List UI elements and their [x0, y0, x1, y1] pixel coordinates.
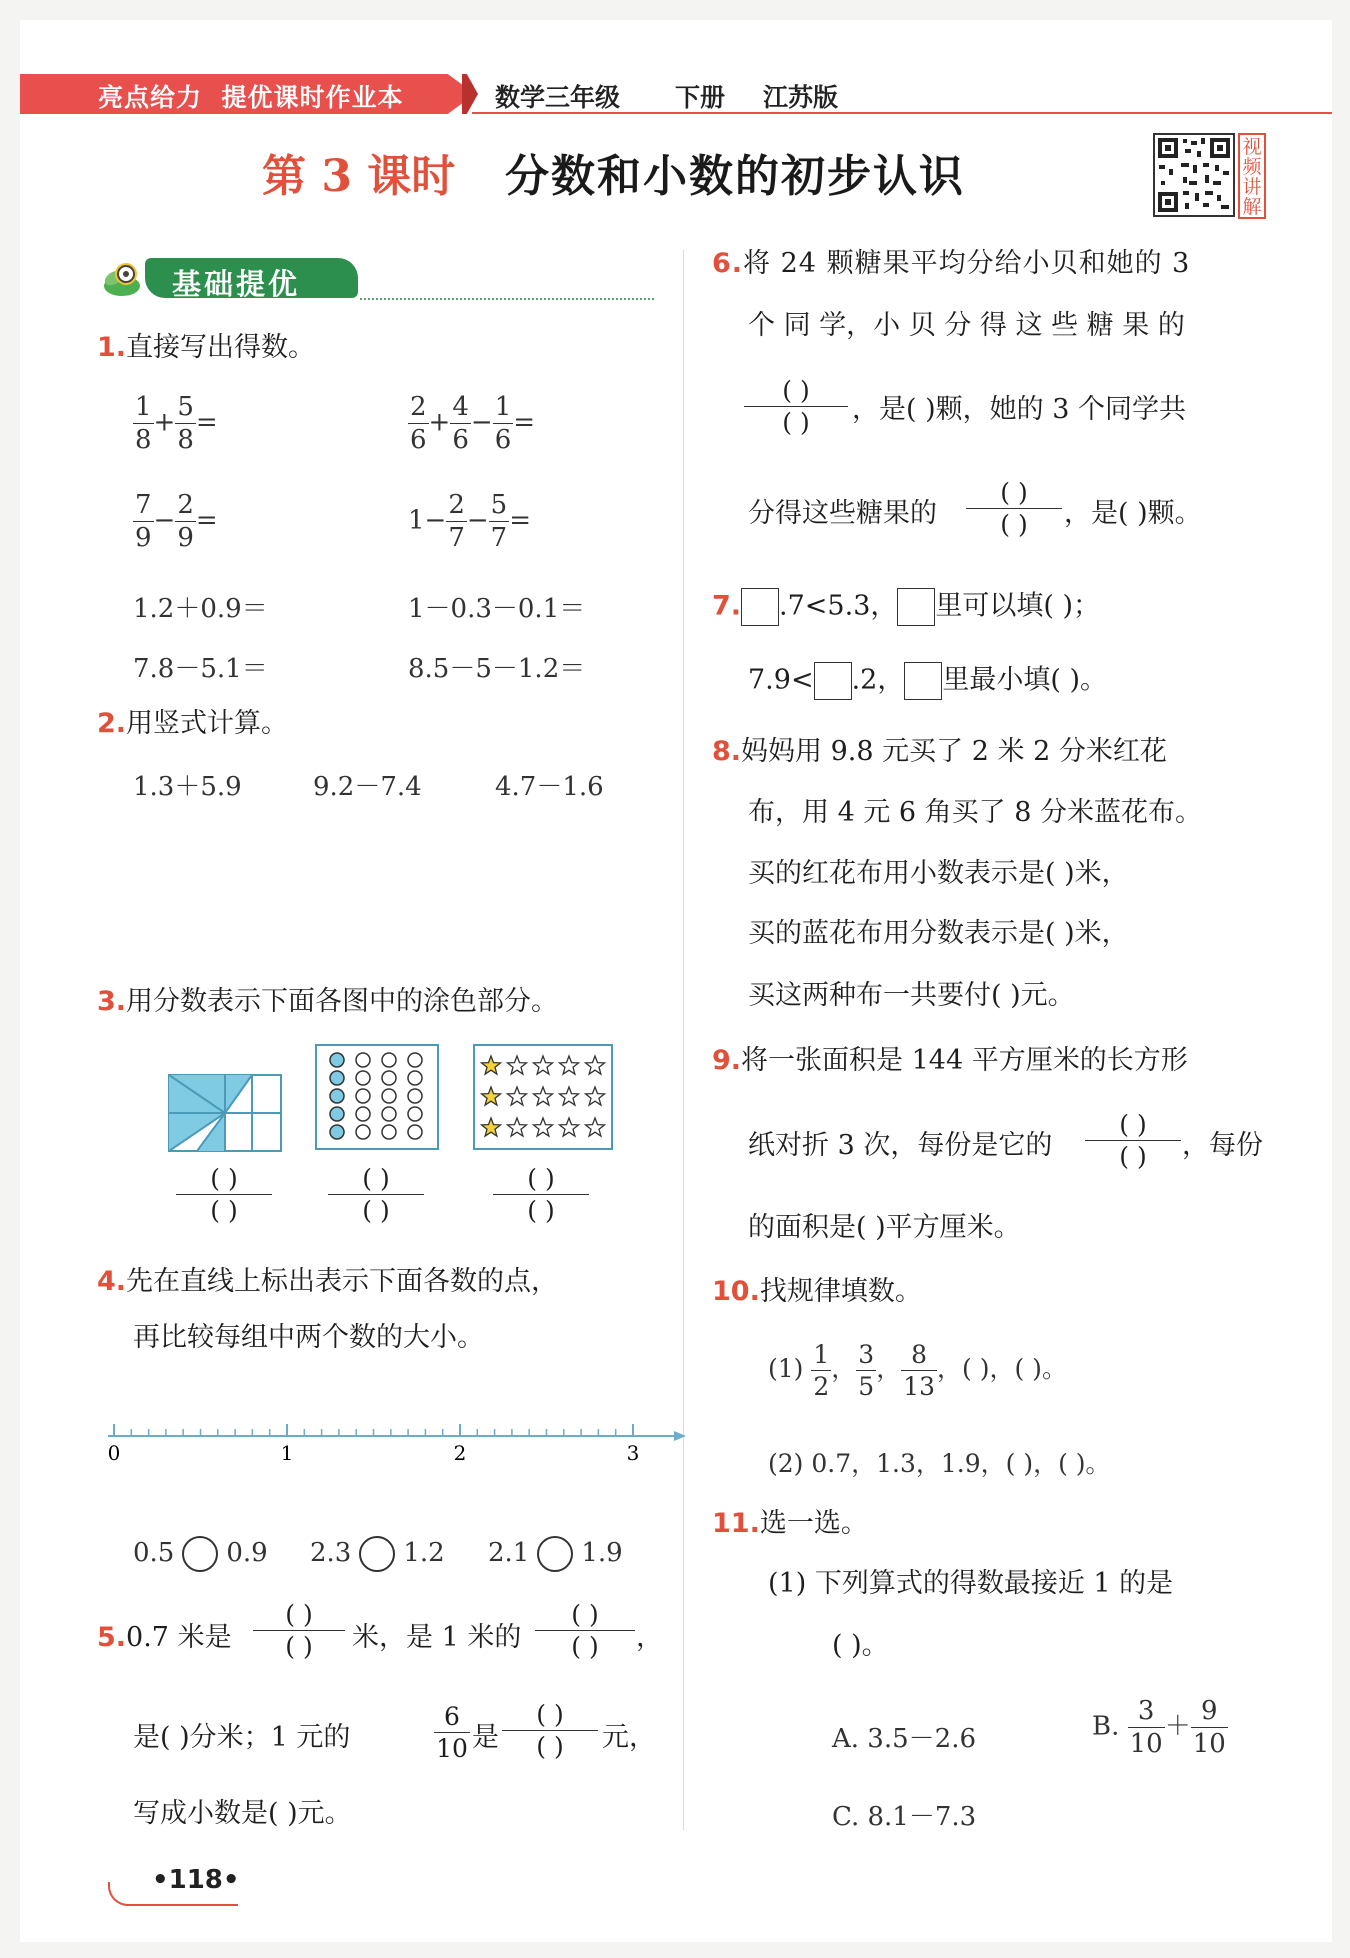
section-header [100, 254, 358, 300]
q1-expr-1: $\frac{1}{8}$ + $\frac{5}{8}$ = [135, 392, 218, 455]
q8-line-4: 买的蓝花布用分数表示是( )米， [748, 918, 1129, 949]
q1-expr-8: 8.5－5－1.2＝ [408, 654, 586, 684]
q10-prompt: 10.找规律填数。 [712, 1276, 922, 1307]
q8-line-3: 买的红花布用小数表示是( )米， [748, 858, 1129, 889]
column-divider [683, 250, 684, 1830]
q11-answer-paren[interactable]: ( )。 [832, 1630, 889, 1661]
number-line-label: 1 [280, 1441, 294, 1465]
q8-line-2: 布，用 4 元 6 角买了 8 分米蓝花布。 [748, 797, 1203, 828]
q8-line-5: 买这两种布一共要付( )元。 [748, 980, 1075, 1011]
compare-circle[interactable] [537, 1536, 573, 1572]
q3-figure-square [168, 1074, 282, 1156]
q7-box-2[interactable] [897, 588, 935, 626]
edition-label: 江苏版 [763, 83, 839, 112]
volume-label: 下册 [675, 83, 726, 112]
q6-line-3: ，是( )颗，她的 3 个同学共 [852, 394, 1186, 425]
q5-line-1-end: ， [636, 1622, 663, 1653]
number-line-label: 0 [107, 1441, 121, 1465]
q3-figure-circles [315, 1044, 439, 1154]
q11-sub-1: (1) 下列算式的得数最接近 1 的是 [768, 1568, 1174, 1599]
q1-expr-6: 1－0.3－0.1＝ [408, 594, 586, 624]
q6-blank-frac-1[interactable]: ( ) ( ) [744, 378, 848, 434]
section-title: 基础提优 [172, 267, 301, 301]
number-line-label: 3 [626, 1441, 640, 1465]
q11-option-a[interactable]: A. 3.5－2.6 [832, 1724, 977, 1754]
q3-answer-1[interactable]: ( ) ( ) [176, 1166, 272, 1222]
q7-line-1: 7. .7<5.3， 里可以填( )； [712, 588, 1100, 626]
q1-expr-7: 7.8－5.1＝ [133, 654, 268, 684]
q8-line-1: 8.妈妈用 9.8 元买了 2 米 2 分米红花 [712, 736, 1167, 767]
q4-prompt-2: 再比较每组中两个数的大小。 [133, 1322, 484, 1353]
q6-line-1: 6.将 24 颗糖果平均分给小贝和她的 3 [712, 248, 1191, 279]
q9-line-2-start: 纸对折 3 次，每份是它的 [748, 1130, 1053, 1161]
q11-option-b[interactable]: B. $\frac{3}{10}$ ＋ $\frac{9}{10}$ [1092, 1696, 1226, 1759]
q5-line-2-end: 元， [602, 1722, 656, 1753]
q9-line-3: 的面积是( )平方厘米。 [748, 1212, 1021, 1243]
q11-option-c[interactable]: C. 8.1－7.3 [832, 1802, 977, 1832]
compare-circle[interactable] [182, 1536, 218, 1572]
series-title: 亮点给力 提优课时作业本 [98, 83, 404, 112]
subject-label: 数学三年级 [495, 83, 621, 112]
q1-expr-4: 1− $\frac{2}{7}$ − $\frac{5}{7}$ = [408, 490, 532, 553]
q2-item-3: 4.7－1.6 [495, 772, 604, 802]
q2-prompt: 2.用竖式计算。 [97, 708, 289, 739]
q4-compare-1: 0.5 0.9 [133, 1536, 268, 1572]
q3-figure-stars [473, 1044, 613, 1154]
q5-blank-frac-3[interactable]: ( ) ( ) [502, 1702, 598, 1758]
q5-line-2-mid: 是 [472, 1722, 499, 1753]
q6-line-2: 个 同 学，小 贝 分 得 这 些 糖 果 的 [748, 310, 1185, 341]
q4-compare-3: 2.1 1.9 [488, 1536, 623, 1572]
q6-blank-frac-2[interactable]: ( ) ( ) [966, 480, 1062, 536]
q9-blank-frac[interactable]: ( ) ( ) [1085, 1112, 1181, 1168]
q5-blank-frac-1[interactable]: ( ) ( ) [253, 1602, 345, 1658]
q7-line-2: 7.9< .2， 里最小填( )。 [748, 662, 1107, 700]
q6-line-4-start: 分得这些糖果的 [748, 498, 937, 529]
q3-answer-2[interactable]: ( ) ( ) [328, 1166, 424, 1222]
q7-box-4[interactable] [904, 662, 942, 700]
q7-box-1[interactable] [741, 588, 779, 626]
section-dotted-rule [360, 298, 654, 300]
q3-answer-3[interactable]: ( ) ( ) [493, 1166, 589, 1222]
q5-blank-frac-2[interactable]: ( ) ( ) [535, 1602, 635, 1658]
q2-item-2: 9.2－7.4 [313, 772, 422, 802]
page-number: •118• [152, 1865, 240, 1895]
q5-line-1-start: 5.0.7 米是 [97, 1622, 232, 1653]
lesson-title: 分数和小数的初步认识 [505, 151, 965, 202]
q1-expr-3: $\frac{7}{9}$ − $\frac{2}{9}$ = [135, 490, 218, 553]
q1-expr-2: $\frac{2}{6}$ + $\frac{4}{6}$ − $\frac{1}{6}$ = [410, 392, 536, 455]
number-line-label: 2 [453, 1441, 467, 1465]
q5-line-2-start: 是( )分米；1 元的 [133, 1722, 351, 1753]
q1-prompt: 1.直接写出得数。 [97, 332, 316, 363]
compare-circle[interactable] [359, 1536, 395, 1572]
q2-item-1: 1.3＋5.9 [133, 772, 242, 802]
qr-code-icon[interactable] [1153, 133, 1235, 217]
q5-line-1-mid: 米，是 1 米的 [352, 1622, 522, 1653]
q4-prompt-1: 4.先在直线上标出表示下面各数的点， [97, 1266, 559, 1297]
q4-number-line[interactable] [100, 1418, 690, 1472]
q6-line-4-end: ，是( )颗。 [1064, 498, 1202, 529]
q10-sequence-1: (1) $\frac{1}{2}$ ， $\frac{3}{5}$ ， $\frac{8}{13}$ ，( )，( )。 [768, 1340, 1067, 1401]
q9-line-2-end: ，每份 [1182, 1130, 1263, 1161]
q5-line-3: 写成小数是( )元。 [133, 1798, 352, 1829]
q5-fraction-six-tenths: 6 10 [434, 1704, 470, 1760]
q9-line-1: 9.将一张面积是 144 平方厘米的长方形 [712, 1045, 1188, 1076]
q3-prompt: 3.用分数表示下面各图中的涂色部分。 [97, 986, 559, 1017]
q7-box-3[interactable] [814, 662, 852, 700]
lesson-number: 第 3 课时 [262, 151, 456, 202]
q11-prompt: 11.选一选。 [712, 1508, 868, 1539]
video-explain-label: 视频讲解 [1238, 133, 1266, 219]
sprout-gear-icon [100, 256, 148, 298]
q1-expr-5: 1.2＋0.9＝ [133, 594, 268, 624]
number-line-arrow-icon [674, 1431, 686, 1441]
q10-sequence-2: (2) 0.7，1.3，1.9，( )，( )。 [768, 1449, 1111, 1478]
q4-compare-2: 2.3 1.2 [310, 1536, 445, 1572]
